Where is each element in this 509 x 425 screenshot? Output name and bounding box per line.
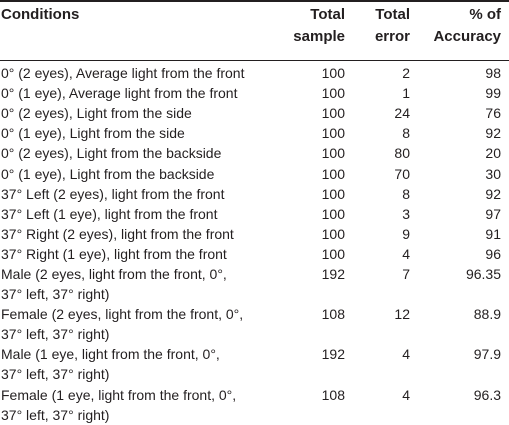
cell-accuracy: 98 [485, 65, 501, 81]
table-row [0, 143, 509, 163]
table-row [0, 123, 509, 143]
cell-total-sample: 108 [321, 306, 345, 323]
table-row [0, 304, 509, 344]
cell-total-error: 80 [394, 145, 410, 162]
cell-total-sample: 100 [321, 245, 345, 262]
table-row [0, 264, 509, 304]
cell-condition: Female (2 eyes, light from the front, 0°, [1, 306, 244, 323]
header-accuracy-line2: Accuracy [433, 28, 501, 45]
header-rule [0, 60, 509, 61]
table-row [0, 224, 509, 244]
cell-accuracy: 92 [485, 125, 501, 142]
cell-total-sample: 108 [321, 386, 345, 403]
table-row [0, 164, 509, 184]
cell-condition: 37° left, 37° right) [1, 406, 110, 423]
cell-total-sample: 100 [321, 85, 345, 102]
table-header [0, 4, 509, 56]
header-conditions: Conditions [1, 6, 80, 23]
cell-total-error: 8 [402, 125, 410, 142]
cell-accuracy: 76 [485, 105, 501, 122]
table-row [0, 244, 509, 264]
cell-accuracy: 99 [485, 85, 501, 102]
cell-total-error: 7 [402, 266, 410, 282]
cell-condition: 37° Right (2 eyes), light from the front [1, 225, 234, 242]
header-total-sample-line1: Total [310, 6, 345, 23]
cell-accuracy: 92 [485, 185, 501, 202]
cell-total-error: 9 [402, 225, 410, 242]
cell-total-error: 4 [402, 245, 410, 262]
cell-condition: 0° (2 eyes), Average light from the front [1, 65, 245, 81]
cell-total-sample: 100 [321, 185, 345, 202]
cell-total-sample: 100 [321, 165, 345, 182]
header-total-error-line1: Total [375, 6, 410, 23]
table-row [0, 63, 509, 83]
cell-total-sample: 100 [321, 105, 345, 122]
cell-total-sample: 100 [321, 65, 345, 81]
cell-accuracy: 88.9 [473, 306, 501, 323]
cell-total-sample: 192 [321, 266, 345, 282]
cell-condition: 37° left, 37° right) [1, 366, 110, 383]
cell-total-error: 2 [402, 65, 410, 81]
cell-accuracy: 97.9 [473, 346, 501, 363]
cell-accuracy: 96.3 [473, 386, 501, 403]
cell-condition: 0° (1 eye), Average light from the front [1, 85, 238, 102]
cell-condition: 37° Left (2 eyes), light from the front [1, 185, 225, 202]
cell-total-sample: 100 [321, 205, 345, 222]
table-row [0, 103, 509, 123]
header-total-sample-line2: sample [293, 28, 345, 45]
cell-condition: Male (2 eyes, light from the front, 0°, [1, 266, 227, 282]
cell-accuracy: 20 [485, 145, 501, 162]
cell-total-error: 70 [394, 165, 410, 182]
cell-accuracy: 91 [485, 225, 501, 242]
cell-condition: 0° (1 eye), Light from the backside [1, 165, 215, 182]
table-row [0, 204, 509, 224]
table-row [0, 344, 509, 384]
cell-total-error: 4 [402, 386, 410, 403]
table-row [0, 184, 509, 204]
cell-condition: 0° (1 eye), Light from the side [1, 125, 185, 142]
cell-total-error: 1 [402, 85, 410, 102]
cell-accuracy: 96 [485, 245, 501, 262]
cell-total-error: 3 [402, 205, 410, 222]
header-total-error-line2: error [374, 28, 410, 45]
cell-total-error: 8 [402, 185, 410, 202]
cell-total-sample: 100 [321, 125, 345, 142]
cell-condition: Male (1 eye, light from the front, 0°, [1, 346, 220, 363]
cell-total-error: 12 [394, 306, 410, 323]
cell-condition: 37° Left (1 eye), light from the front [1, 205, 218, 222]
cell-condition: 37° left, 37° right) [1, 286, 110, 303]
cell-accuracy: 97 [485, 205, 501, 222]
cell-total-error: 24 [394, 105, 410, 122]
cell-accuracy: 96.35 [465, 266, 501, 282]
cell-total-sample: 100 [321, 225, 345, 242]
cell-total-error: 4 [402, 346, 410, 363]
cell-condition: 37° left, 37° right) [1, 326, 110, 343]
cell-condition: 0° (2 eyes), Light from the side [1, 105, 192, 122]
cell-condition: 0° (2 eyes), Light from the backside [1, 145, 222, 162]
cell-condition: Female (1 eye, light from the front, 0°, [1, 386, 237, 403]
cell-total-sample: 100 [321, 145, 345, 162]
cell-accuracy: 30 [485, 165, 501, 182]
table-row [0, 83, 509, 103]
cell-condition: 37° Right (1 eye), light from the front [1, 245, 227, 262]
table-top-rule [0, 0, 509, 2]
cell-total-sample: 192 [321, 346, 345, 363]
header-accuracy-line1: % of [469, 6, 501, 23]
